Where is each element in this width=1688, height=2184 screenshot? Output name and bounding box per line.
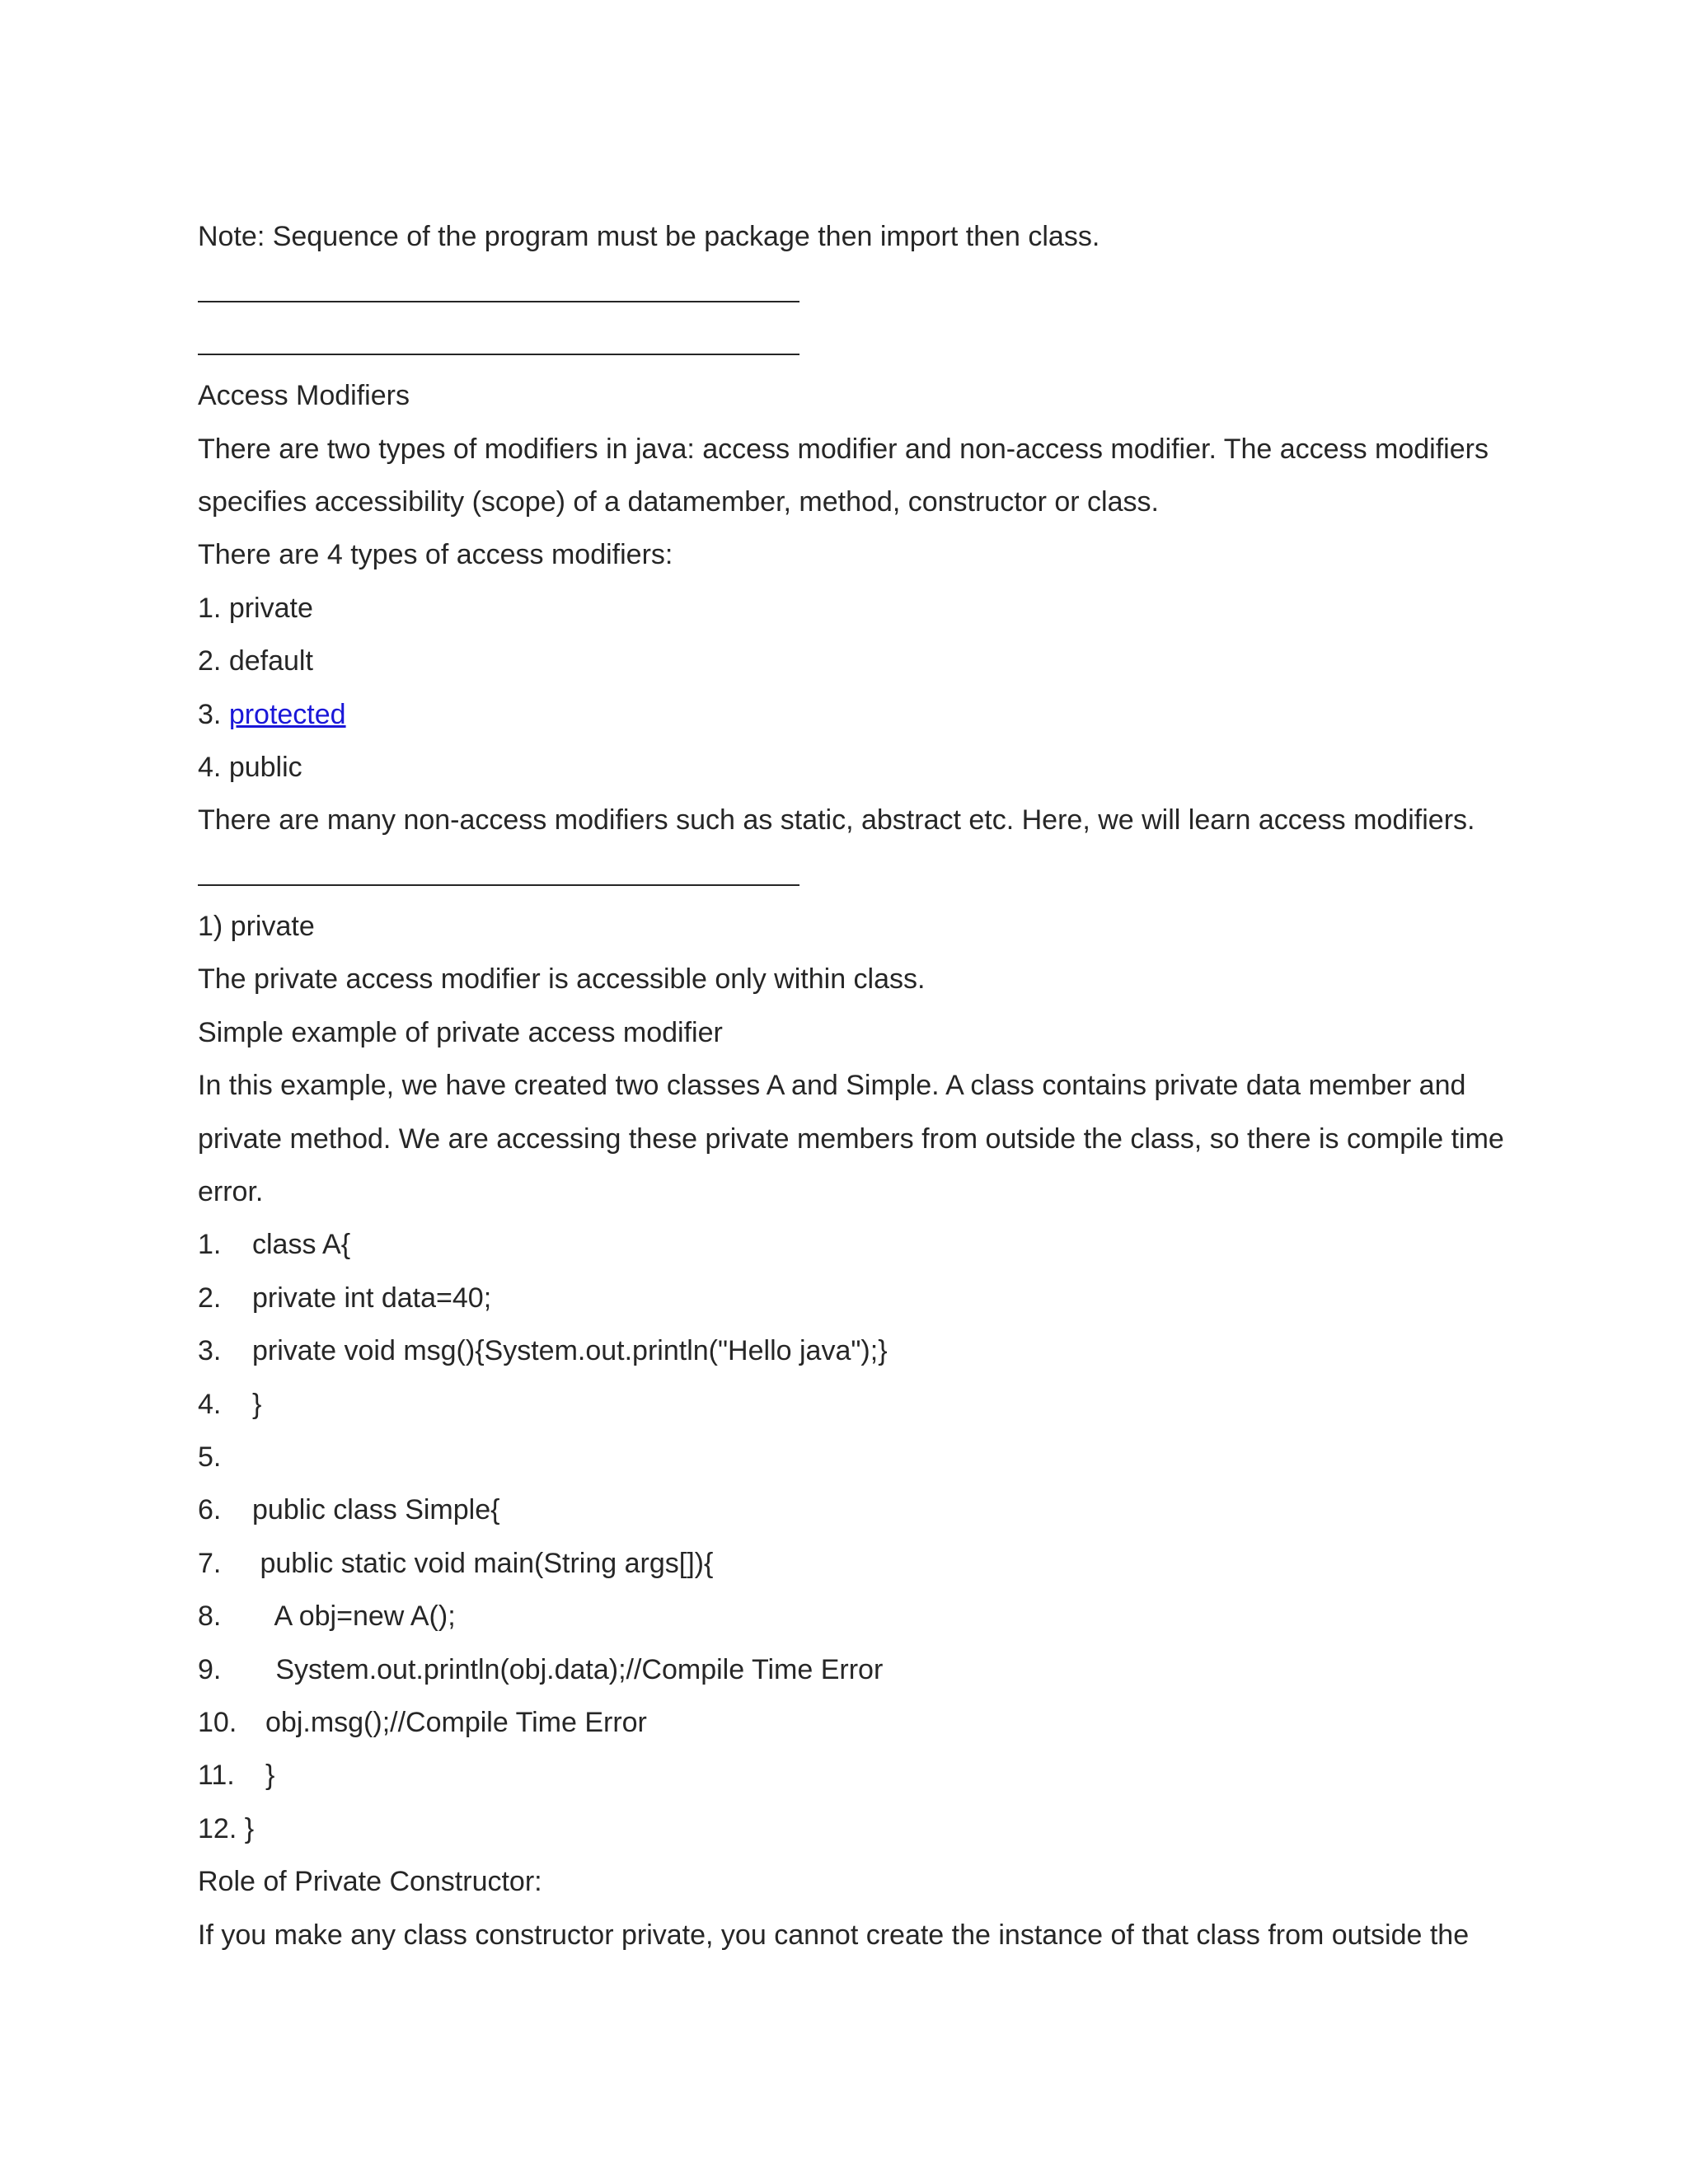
code-line [198, 1537, 1517, 1590]
code-line-text: private int data=40; [252, 1282, 492, 1314]
code-line-text: A obj=new A(); [252, 1601, 456, 1633]
code-line-number: 8. [198, 1601, 222, 1633]
code-line-number: 9. [198, 1653, 222, 1685]
code-line-number: 5. [198, 1441, 222, 1473]
code-line-text: class A{ [252, 1229, 351, 1261]
code-line [198, 1749, 1517, 1802]
code-line-number: 3. [198, 1335, 222, 1367]
code-line-text: } [252, 1388, 262, 1420]
code-line [198, 1272, 1517, 1324]
code-line-text: private void msg(){System.out.println("Hello java");} [252, 1335, 888, 1367]
code-line-number: 10. [198, 1706, 237, 1738]
list-item-label: default [228, 645, 313, 677]
paragraph-private-constructor: If you make any class constructor private, you cannot create the instance of that class from outside the [198, 1919, 1470, 1951]
code-line-number: 2. [198, 1282, 222, 1314]
code-line-text: public class Simple{ [252, 1494, 500, 1526]
separator-line [198, 847, 1517, 900]
list-item-label: private [228, 592, 313, 624]
code-line-number: 12. [198, 1812, 237, 1844]
paragraph-example-line-3: error. [198, 1176, 264, 1208]
code-line [198, 1483, 1517, 1536]
code-line [198, 1590, 1517, 1643]
code-listing [198, 1218, 1517, 1855]
list-item-label: public [228, 751, 302, 783]
list-item-number: 2. [198, 645, 222, 677]
code-line-number: 1. [198, 1229, 222, 1261]
code-line-number: 6. [198, 1494, 222, 1526]
list-item [198, 582, 1517, 635]
separator-line [198, 263, 1517, 316]
code-line [198, 1643, 1517, 1696]
paragraph-types-line-2: specifies accessibility (scope) of a datamember, method, constructor or class. [198, 485, 1159, 518]
list-item-number: 1. [198, 592, 222, 624]
paragraph-example-line-1: In this example, we have created two classes A and Simple. A class contains private data member and [198, 1070, 1466, 1102]
code-line-number: 4. [198, 1388, 222, 1420]
separator-line [198, 316, 1517, 369]
code-line-text: obj.msg();//Compile Time Error [265, 1706, 647, 1738]
paragraph-example-line-2: private method. We are accessing these private members from outside the class, so there is compile time [198, 1122, 1504, 1155]
code-line [198, 1696, 1517, 1749]
section-heading-private: 1) private [198, 911, 315, 943]
note-text: Note: Sequence of the program must be package then import then class. [198, 221, 1100, 252]
code-line [198, 1378, 1517, 1431]
list-item-number: 3. [198, 698, 222, 730]
section-heading-private-constructor: Role of Private Constructor: [198, 1866, 542, 1898]
code-line-number: 11. [198, 1760, 235, 1792]
code-line [198, 1802, 1517, 1855]
section-heading-access-modifiers: Access Modifiers [198, 380, 410, 412]
protected-link[interactable]: protected [228, 698, 346, 730]
list-item-number: 4. [198, 751, 222, 783]
code-line-number: 7. [198, 1547, 222, 1579]
paragraph-non-access: There are many non-access modifiers such as static, abstract etc. Here, we will learn access modifiers. [198, 804, 1475, 837]
code-line-text: public static void main(String args[]){ [252, 1547, 714, 1579]
list-item [198, 741, 1517, 794]
code-line-text: System.out.println(obj.data);//Compile Time Error [252, 1653, 884, 1685]
paragraph-types-line-1: There are two types of modifiers in java: access modifier and non-access modifier. The access modifiers [198, 433, 1489, 465]
paragraph-four-types: There are 4 types of access modifiers: [198, 539, 673, 571]
paragraph-private: The private access modifier is accessible only within class. [198, 963, 926, 996]
code-line [198, 1431, 1517, 1483]
code-line [198, 1324, 1517, 1377]
list-item [198, 688, 1517, 741]
code-line-text: } [244, 1812, 255, 1844]
list-item [198, 635, 1517, 687]
code-line-text: } [265, 1760, 275, 1792]
code-line [198, 1218, 1517, 1271]
document-body [198, 210, 1517, 1961]
section-heading-example: Simple example of private access modifier [198, 1016, 723, 1048]
